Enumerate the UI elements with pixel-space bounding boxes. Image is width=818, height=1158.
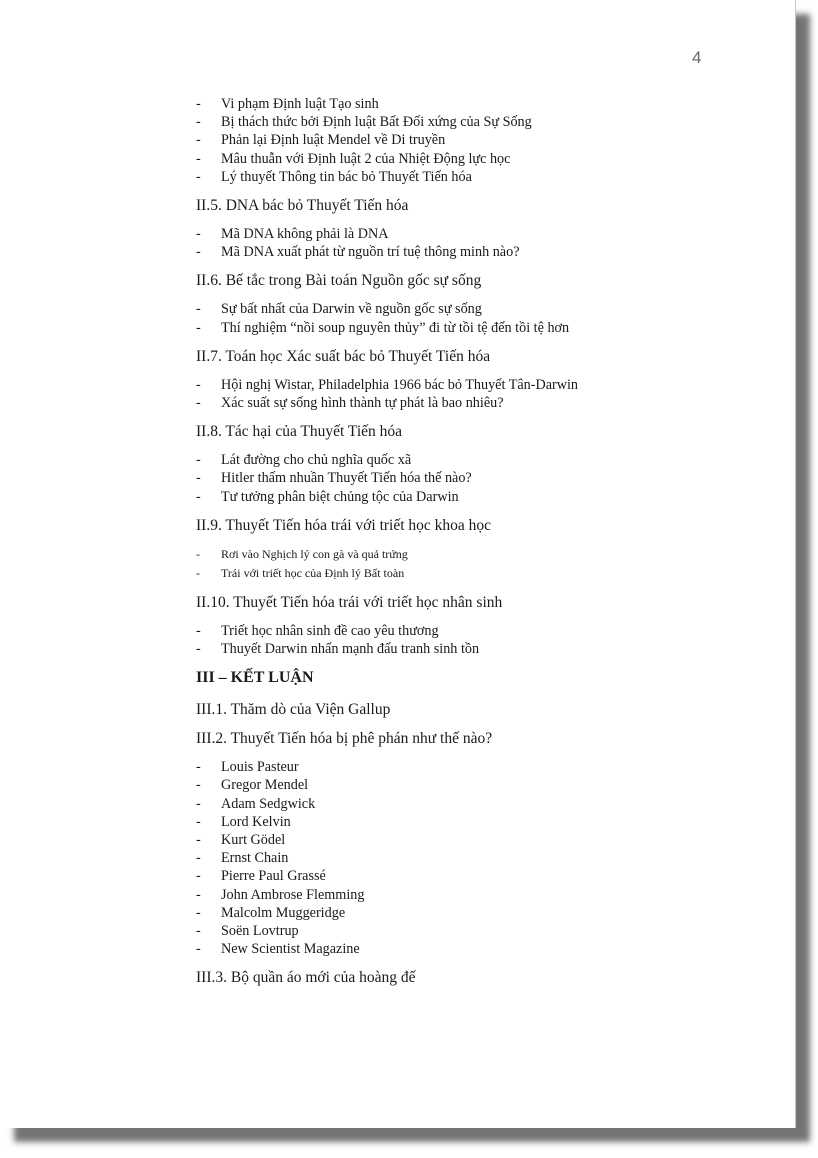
- list-item: [196, 488, 776, 506]
- bullet-dash: -: [196, 904, 201, 921]
- list-item-text: Lát đường cho chủ nghĩa quốc xã: [221, 452, 412, 469]
- section-title: III – KẾT LUẬN: [196, 669, 314, 687]
- bullet-dash: -: [196, 850, 201, 867]
- list-item: [196, 376, 776, 394]
- subsection-heading: II.7. Toán học Xác suất bác bỏ Thuyết Tiến hóa: [196, 347, 491, 365]
- bullet-dash: -: [196, 301, 201, 318]
- bullet-dash: -: [196, 488, 201, 505]
- subsection-heading: II.10. Thuyết Tiến hóa trái với triết học nhân sinh: [196, 593, 503, 611]
- list-item: [196, 758, 776, 776]
- bullet-dash: -: [196, 886, 201, 903]
- list-item-text: John Ambrose Flemming: [221, 886, 365, 903]
- bullet-dash: -: [196, 813, 201, 830]
- bullet-dash: -: [196, 622, 201, 639]
- bullet-dash: -: [196, 923, 201, 940]
- list-item-text: Vi phạm Định luật Tạo sinh: [221, 96, 379, 112]
- list-item-text: Trái với triết học của Định lý Bất toàn: [221, 565, 405, 580]
- list-item: [196, 886, 776, 904]
- list-item-text: Lord Kelvin: [221, 813, 291, 830]
- bullet-dash: -: [196, 376, 201, 393]
- bullet-dash: -: [196, 470, 201, 487]
- list-item: [196, 95, 776, 113]
- list-item: [196, 545, 776, 564]
- bullet-dash: -: [196, 546, 200, 561]
- list-item: [196, 113, 776, 131]
- subsection-heading: III.2. Thuyết Tiến hóa bị phê phán như thế nào?: [196, 730, 493, 748]
- list-item-text: Lý thuyết Thông tin bác bỏ Thuyết Tiến hóa: [221, 168, 472, 185]
- list-item-text: Hội nghị Wistar, Philadelphia 1966 bác bỏ Thuyết Tân-Darwin: [221, 376, 579, 393]
- list-item: [196, 319, 776, 337]
- list-item-text: Xác suất sự sống hình thành tự phát là bao nhiêu?: [221, 395, 504, 412]
- bullet-dash: -: [196, 114, 201, 131]
- list-item: [196, 564, 776, 583]
- list-item-text: Malcolm Muggeridge: [221, 904, 346, 921]
- list-item: [196, 469, 776, 487]
- subsection-heading: III.3. Bộ quần áo mới của hoàng đế: [196, 969, 416, 987]
- bullet-dash: -: [196, 641, 201, 658]
- list-item-text: Bị thách thức bởi Định luật Bất Đối xứng của Sự Sống: [221, 114, 532, 131]
- bullet-dash: -: [196, 777, 201, 794]
- bullet-dash: -: [196, 226, 201, 243]
- list-item: [196, 640, 776, 658]
- list-item-text: Pierre Paul Grassé: [221, 868, 326, 885]
- bullet-list: [196, 758, 776, 958]
- list-item: [196, 225, 776, 243]
- list-item: [196, 795, 776, 813]
- list-item-text: Rơi vào Nghịch lý con gà và quả trứng: [221, 546, 408, 561]
- list-item: [196, 776, 776, 794]
- list-item-text: New Scientist Magazine: [221, 941, 360, 958]
- subsection-heading: III.1. Thăm dò của Viện Gallup: [196, 701, 391, 719]
- bullet-dash: -: [196, 452, 201, 469]
- list-item-text: Mâu thuẫn với Định luật 2 của Nhiệt Động lực học: [221, 150, 511, 167]
- list-item-text: Hitler thấm nhuần Thuyết Tiến hóa thế nào?: [221, 470, 472, 487]
- list-item: [196, 904, 776, 922]
- bullet-dash: -: [196, 132, 201, 149]
- bullet-dash: -: [196, 832, 201, 849]
- bullet-list: [196, 225, 776, 261]
- list-item: [196, 622, 776, 640]
- list-item: [196, 849, 776, 867]
- bullet-list: [196, 451, 776, 506]
- list-item: [196, 168, 776, 186]
- list-item-text: Kurt Gödel: [221, 832, 286, 849]
- list-item: [196, 831, 776, 849]
- list-item: [196, 451, 776, 469]
- list-item-text: Gregor Mendel: [221, 777, 309, 794]
- bullet-dash: -: [196, 565, 200, 580]
- bullet-dash: -: [196, 759, 201, 776]
- list-item: [196, 867, 776, 885]
- subsection-heading: II.6. Bế tắc trong Bài toán Nguồn gốc sự sống: [196, 272, 482, 290]
- subsection-heading: II.9. Thuyết Tiến hóa trái với triết học khoa học: [196, 516, 492, 534]
- bullet-dash: -: [196, 868, 201, 885]
- list-item-text: Ernst Chain: [221, 850, 289, 867]
- bullet-dash: -: [196, 395, 201, 412]
- bullet-dash: -: [196, 941, 201, 958]
- bullet-dash: -: [196, 168, 201, 185]
- bullet-dash: -: [196, 150, 201, 167]
- list-item-text: Triết học nhân sinh đề cao yêu thương: [221, 622, 439, 639]
- bullet-list: [196, 545, 776, 583]
- bullet-dash: -: [196, 795, 201, 812]
- list-item-text: Mã DNA không phải là DNA: [221, 226, 389, 243]
- list-item: [196, 922, 776, 940]
- list-item-text: Phản lại Định luật Mendel về Di truyền: [221, 132, 446, 149]
- bullet-list: [196, 622, 776, 658]
- list-item: [196, 243, 776, 261]
- list-item-text: Mã DNA xuất phát từ nguồn trí tuệ thông minh nào?: [221, 244, 520, 261]
- list-item-text: Sự bất nhất của Darwin về nguồn gốc sự sống: [221, 301, 482, 318]
- bullet-list: [196, 95, 776, 186]
- list-item: [196, 940, 776, 958]
- list-item-text: Louis Pasteur: [221, 759, 299, 776]
- bullet-list: [196, 376, 776, 412]
- list-item: [196, 394, 776, 412]
- list-item: [196, 300, 776, 318]
- table-of-contents: [196, 95, 776, 997]
- bullet-dash: -: [196, 319, 201, 336]
- bullet-dash: -: [196, 244, 201, 261]
- list-item-text: Thí nghiệm “nồi soup nguyên thủy” đi từ tồi tệ đến tồi tệ hơn: [221, 319, 570, 336]
- subsection-heading: II.5. DNA bác bỏ Thuyết Tiến hóa: [196, 197, 409, 215]
- list-item-text: Tư tưởng phân biệt chủng tộc của Darwin: [221, 488, 459, 505]
- bullet-dash: -: [196, 96, 201, 112]
- list-item-text: Adam Sedgwick: [221, 795, 316, 812]
- list-item: [196, 131, 776, 149]
- bullet-list: [196, 300, 776, 336]
- list-item-text: Thuyết Darwin nhấn mạnh đấu tranh sinh tồn: [221, 641, 480, 658]
- list-item: [196, 813, 776, 831]
- subsection-heading: II.8. Tác hại của Thuyết Tiến hóa: [196, 423, 403, 441]
- list-item-text: Soën Lovtrup: [221, 923, 299, 940]
- list-item: [196, 150, 776, 168]
- page-number: 4: [692, 48, 702, 67]
